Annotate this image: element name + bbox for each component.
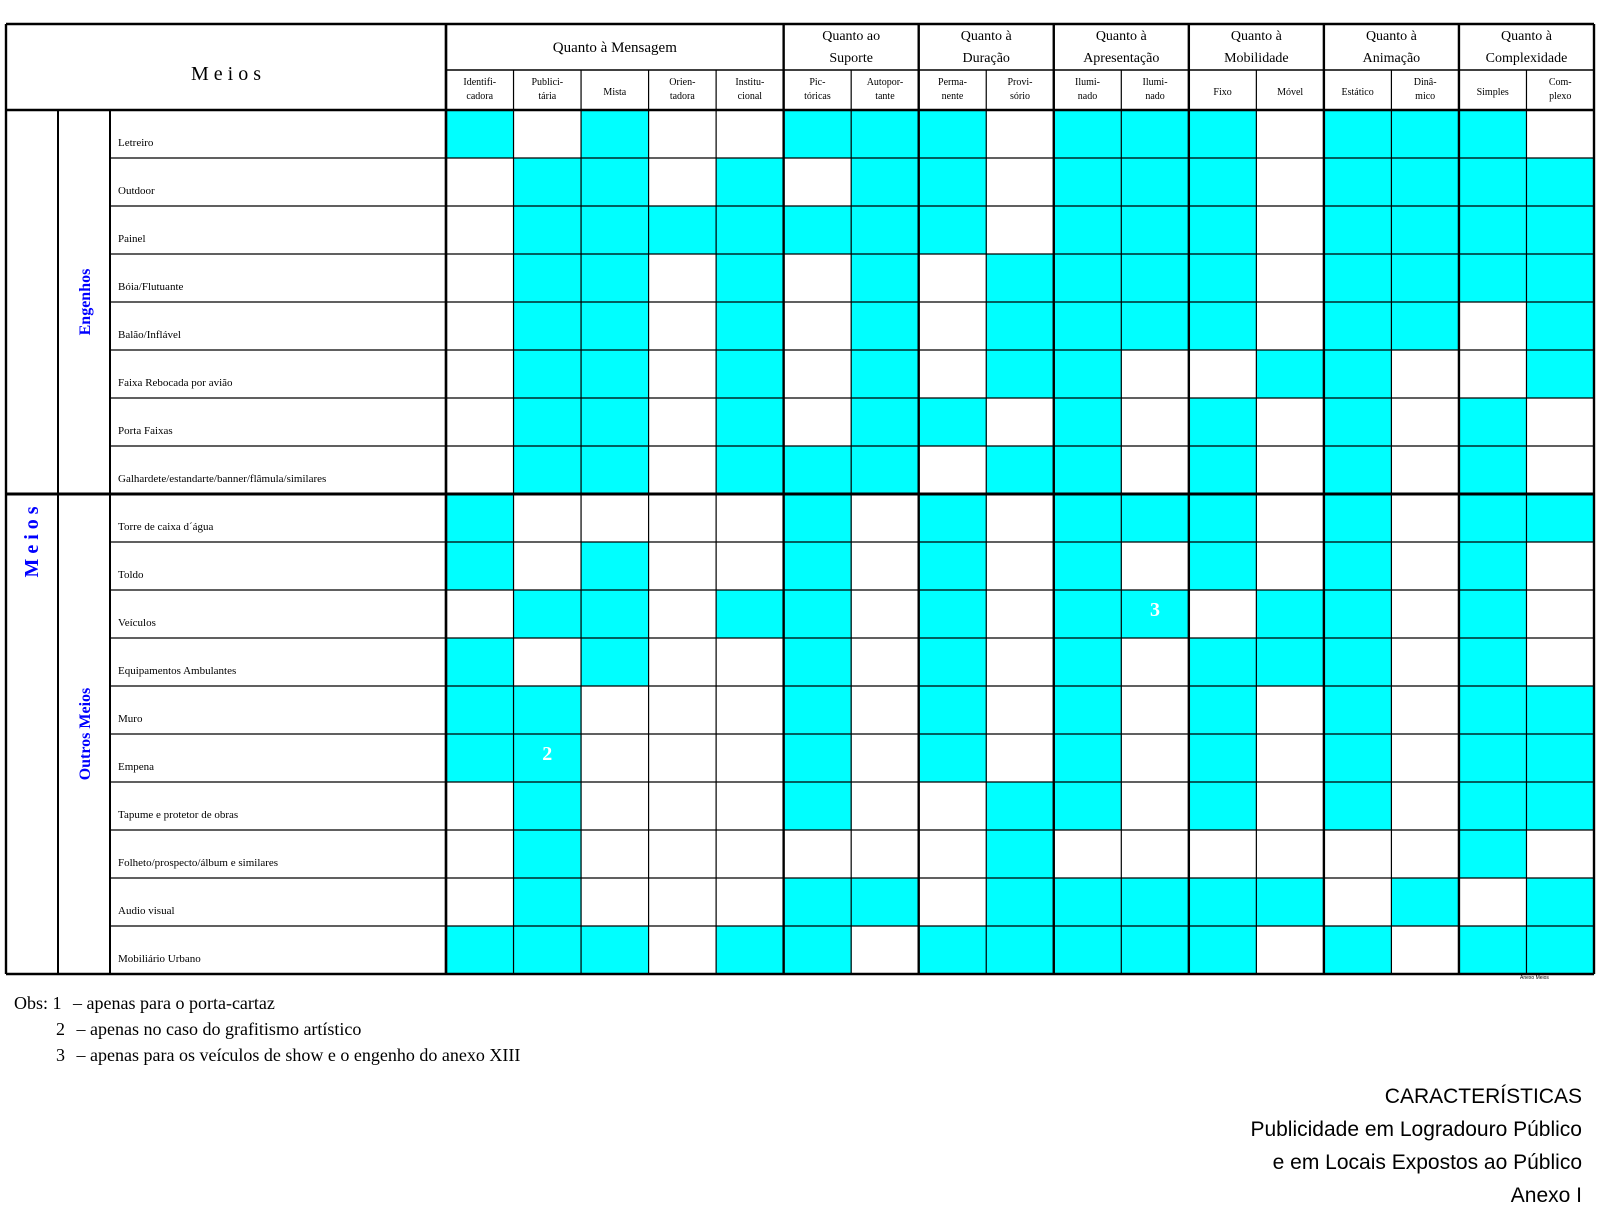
matrix-cell-filled bbox=[1054, 254, 1122, 303]
matrix-cell-filled bbox=[851, 350, 919, 399]
matrix-cell-filled bbox=[919, 110, 987, 159]
matrix-cell-filled bbox=[1459, 398, 1527, 447]
matrix-cell-filled bbox=[1324, 782, 1392, 831]
matrix-cell-filled bbox=[784, 782, 852, 831]
matrix-cell-filled bbox=[1391, 158, 1459, 207]
column-header: Dinâ-mico bbox=[1413, 77, 1437, 102]
footnote-marker: 1 bbox=[609, 695, 620, 717]
matrix-cell-filled bbox=[1189, 782, 1257, 831]
matrix-cell-filled bbox=[1189, 158, 1257, 207]
matrix-cell-filled bbox=[1054, 878, 1122, 927]
matrix-cell-filled bbox=[514, 158, 582, 207]
caption-line-2: Publicidade em Logradouro Público bbox=[1250, 1118, 1582, 1141]
matrix-cell-filled bbox=[784, 542, 852, 591]
matrix-cell-filled bbox=[1391, 206, 1459, 255]
column-header: Móvel bbox=[1277, 87, 1304, 98]
matrix-cell-filled bbox=[514, 830, 582, 879]
matrix-cell-filled bbox=[1256, 878, 1324, 927]
matrix-cell-filled bbox=[1324, 398, 1392, 447]
column-header: Publici-tária bbox=[531, 77, 564, 102]
footnote-3-number: 3 bbox=[56, 1045, 65, 1065]
matrix-cell-filled bbox=[514, 206, 582, 255]
column-header: Fixo bbox=[1213, 87, 1232, 98]
matrix-cell-filled bbox=[851, 878, 919, 927]
row-label: Tapume e protetor de obras bbox=[118, 809, 239, 821]
corner-label: M e i o s bbox=[191, 63, 261, 85]
matrix-cell-filled bbox=[1324, 686, 1392, 735]
matrix-cell-filled bbox=[1324, 542, 1392, 591]
group-label: Engenhos bbox=[77, 268, 94, 336]
column-header: Simples bbox=[1476, 87, 1509, 98]
matrix-cell-filled bbox=[581, 638, 649, 687]
row-label: Outdoor bbox=[118, 185, 155, 197]
matrix-cell-filled bbox=[446, 686, 514, 735]
matrix-cell-filled bbox=[514, 302, 582, 351]
matrix-cell-filled bbox=[1324, 206, 1392, 255]
column-header: Provi-sório bbox=[1007, 77, 1033, 102]
matrix-cell-filled bbox=[1256, 638, 1324, 687]
matrix-cell-filled bbox=[581, 350, 649, 399]
matrix-cell-filled bbox=[784, 446, 852, 495]
matrix-cell-filled bbox=[919, 734, 987, 783]
matrix-cell-filled bbox=[784, 206, 852, 255]
matrix-cell-filled bbox=[514, 782, 582, 831]
matrix-cell-filled bbox=[851, 206, 919, 255]
matrix-cell-filled bbox=[851, 398, 919, 447]
matrix-cell-filled bbox=[919, 158, 987, 207]
category-header: Quanto à Apresentação bbox=[1083, 29, 1160, 66]
matrix-cell-filled bbox=[1121, 926, 1189, 975]
matrix-cell-filled bbox=[514, 350, 582, 399]
matrix-cell-filled bbox=[784, 494, 852, 543]
matrix-cell-filled bbox=[1054, 638, 1122, 687]
column-header: Orien-tadora bbox=[669, 77, 696, 102]
matrix-cell-filled bbox=[851, 446, 919, 495]
matrix-cell-filled bbox=[986, 782, 1054, 831]
matrix-cell-filled bbox=[716, 590, 784, 639]
footnote-marker: 2 bbox=[542, 743, 553, 765]
matrix-cell-filled bbox=[1324, 110, 1392, 159]
matrix-cell-filled bbox=[784, 638, 852, 687]
group-label: Outros Meios bbox=[77, 687, 94, 781]
matrix-cell-filled bbox=[1189, 926, 1257, 975]
column-header: Perma-nente bbox=[938, 77, 967, 102]
matrix-cell-filled bbox=[1391, 302, 1459, 351]
row-label: Veículos bbox=[118, 617, 156, 629]
matrix-cell-filled bbox=[1054, 350, 1122, 399]
matrix-cell-filled bbox=[1121, 158, 1189, 207]
matrix-cell-filled bbox=[1526, 686, 1594, 735]
matrix-cell-filled bbox=[581, 542, 649, 591]
matrix-cell-filled bbox=[1189, 206, 1257, 255]
matrix-cell-filled bbox=[851, 110, 919, 159]
matrix-cell-filled bbox=[1391, 878, 1459, 927]
matrix-cell-filled bbox=[716, 158, 784, 207]
row-label: Porta Faixas bbox=[118, 425, 173, 437]
matrix-cell-filled bbox=[716, 254, 784, 303]
matrix-cell-filled bbox=[1459, 254, 1527, 303]
matrix-cell-filled bbox=[1526, 206, 1594, 255]
matrix-cell-filled bbox=[1189, 398, 1257, 447]
caption-title: CARACTERÍSTICAS bbox=[1384, 1085, 1582, 1108]
column-header: Identifi-cadora bbox=[463, 77, 497, 102]
matrix-cell-filled bbox=[784, 878, 852, 927]
matrix-cell-filled bbox=[851, 158, 919, 207]
matrix-cell-filled bbox=[446, 734, 514, 783]
row-label: Balão/Inflável bbox=[118, 329, 181, 341]
footnote-3-text: – apenas para os veículos de show e o engenho do anexo XIII bbox=[76, 1045, 521, 1065]
matrix-cell-filled bbox=[716, 206, 784, 255]
credit-label: Anexo Meios bbox=[1520, 975, 1549, 981]
matrix-cell-filled bbox=[1324, 590, 1392, 639]
footnote-2 bbox=[14, 1016, 774, 1042]
matrix-cell-filled bbox=[1459, 782, 1527, 831]
footnotes bbox=[14, 990, 774, 1068]
matrix-cell-filled bbox=[1121, 878, 1189, 927]
column-header: Estático bbox=[1341, 87, 1374, 98]
category-header: Quanto à Animação bbox=[1362, 29, 1421, 66]
matrix-cell-filled bbox=[919, 926, 987, 975]
matrix-cell-filled bbox=[1189, 686, 1257, 735]
matrix-cell-filled bbox=[784, 590, 852, 639]
side-label: M e i o s bbox=[21, 506, 43, 578]
matrix-cell-filled bbox=[446, 926, 514, 975]
category-header: Quanto à Mensagem bbox=[552, 40, 677, 56]
matrix-cell-filled bbox=[1526, 254, 1594, 303]
matrix-cell-filled bbox=[919, 638, 987, 687]
matrix-cell-filled bbox=[1054, 494, 1122, 543]
footnote-3 bbox=[14, 1042, 774, 1068]
matrix-cell-filled bbox=[1054, 926, 1122, 975]
matrix-cell-filled bbox=[1459, 926, 1527, 975]
row-label: Folheto/prospecto/álbum e similares bbox=[118, 857, 279, 869]
matrix-cell-filled bbox=[1189, 638, 1257, 687]
matrix-cell-filled bbox=[1189, 878, 1257, 927]
matrix-cell-filled bbox=[986, 926, 1054, 975]
matrix-cell-filled bbox=[1121, 254, 1189, 303]
matrix-cell-filled bbox=[581, 446, 649, 495]
matrix-cell-filled bbox=[581, 926, 649, 975]
matrix-cell-filled bbox=[514, 398, 582, 447]
matrix-cell-filled bbox=[986, 302, 1054, 351]
matrix-cell-filled bbox=[1324, 734, 1392, 783]
matrix-cell-filled bbox=[1459, 110, 1527, 159]
matrix-cell-filled bbox=[1391, 254, 1459, 303]
matrix-cell-filled bbox=[1526, 878, 1594, 927]
matrix-cell-filled bbox=[1324, 254, 1392, 303]
category-header: Quanto à Mobilidade bbox=[1224, 29, 1289, 66]
category-header: Quanto à Complexidade bbox=[1485, 29, 1568, 66]
matrix-cell-filled bbox=[851, 302, 919, 351]
footnote-2-number: 2 bbox=[56, 1019, 65, 1039]
matrix-cell-filled bbox=[919, 686, 987, 735]
matrix-cell-filled bbox=[716, 398, 784, 447]
matrix-cell-filled bbox=[1121, 302, 1189, 351]
matrix-cell-filled bbox=[1189, 110, 1257, 159]
matrix-cell-filled bbox=[1189, 734, 1257, 783]
matrix-cell-filled bbox=[784, 110, 852, 159]
matrix-cell-filled bbox=[1526, 302, 1594, 351]
matrix-cell-filled bbox=[514, 878, 582, 927]
matrix-cell-filled bbox=[784, 926, 852, 975]
column-header: Pic-tóricas bbox=[804, 77, 831, 102]
column-header: Ilumi-nado bbox=[1075, 77, 1101, 102]
matrix-cell-filled bbox=[1054, 542, 1122, 591]
matrix-cell-filled bbox=[1526, 350, 1594, 399]
document-caption bbox=[1250, 1080, 1582, 1212]
column-header: Autopor-tante bbox=[866, 77, 904, 102]
matrix-cell-filled bbox=[1526, 926, 1594, 975]
matrix-cell-filled bbox=[919, 542, 987, 591]
column-header: Institu-cional bbox=[735, 77, 765, 102]
column-header: Com-plexo bbox=[1548, 77, 1572, 102]
matrix-cell-filled bbox=[1256, 350, 1324, 399]
matrix-cell-filled bbox=[1189, 446, 1257, 495]
matrix-cell-filled bbox=[1459, 638, 1527, 687]
matrix-cell-filled bbox=[581, 302, 649, 351]
matrix-cell-filled bbox=[581, 590, 649, 639]
matrix-cell-filled bbox=[1459, 158, 1527, 207]
matrix-cell-filled bbox=[581, 206, 649, 255]
matrix-cell-filled bbox=[446, 638, 514, 687]
matrix-cell-filled bbox=[1054, 110, 1122, 159]
row-label: Bóia/Flutuante bbox=[118, 281, 184, 293]
row-label: Mobiliário Urbano bbox=[118, 953, 201, 965]
matrix-cell-filled bbox=[1459, 590, 1527, 639]
caption-line-4: Anexo I bbox=[1510, 1184, 1582, 1207]
matrix-cell-filled bbox=[1324, 302, 1392, 351]
row-label: Painel bbox=[118, 233, 146, 245]
matrix-cell-filled bbox=[514, 254, 582, 303]
matrix-cell-filled bbox=[919, 590, 987, 639]
footnote-prefix: Obs: bbox=[14, 993, 49, 1013]
footnote-1 bbox=[14, 990, 774, 1016]
matrix-cell-filled bbox=[514, 590, 582, 639]
matrix-cell-filled bbox=[716, 350, 784, 399]
matrix-cell-filled bbox=[919, 206, 987, 255]
matrix-cell-filled bbox=[1121, 206, 1189, 255]
matrix-cell-filled bbox=[1189, 254, 1257, 303]
footnote-marker: 1 bbox=[744, 695, 755, 717]
footnote-2-text: – apenas no caso do grafitismo artístico bbox=[76, 1019, 362, 1039]
matrix-cell-filled bbox=[1459, 830, 1527, 879]
matrix-cell-filled bbox=[581, 254, 649, 303]
matrix-cell-filled bbox=[784, 734, 852, 783]
matrix-cell-filled bbox=[1256, 590, 1324, 639]
matrix-cell-filled bbox=[1054, 686, 1122, 735]
category-header: Quanto ao Suporte bbox=[822, 29, 881, 66]
matrix-cell-filled bbox=[581, 158, 649, 207]
row-label: Audio visual bbox=[118, 905, 175, 917]
column-header: Ilumi-nado bbox=[1142, 77, 1168, 102]
matrix-cell-filled bbox=[446, 110, 514, 159]
caption-line-3: e em Locais Expostos ao Público bbox=[1272, 1151, 1582, 1174]
category-header: Quanto à Duração bbox=[960, 29, 1012, 66]
matrix-cell-filled bbox=[1459, 542, 1527, 591]
matrix-cell-filled bbox=[514, 926, 582, 975]
matrix-cell-filled bbox=[1324, 446, 1392, 495]
matrix-cell-filled bbox=[1121, 110, 1189, 159]
matrix-cell-filled bbox=[1459, 446, 1527, 495]
matrix-cell-filled bbox=[1054, 398, 1122, 447]
matrix-cell-filled bbox=[1054, 782, 1122, 831]
matrix-cell-filled bbox=[716, 302, 784, 351]
matrix-cell-filled bbox=[716, 446, 784, 495]
row-label: Muro bbox=[118, 713, 143, 725]
matrix-cell-filled bbox=[649, 206, 717, 255]
row-label: Equipamentos Ambulantes bbox=[118, 665, 237, 677]
column-header: Mista bbox=[603, 87, 627, 98]
matrix-cell-filled bbox=[1189, 542, 1257, 591]
matrix-cell-filled bbox=[1324, 494, 1392, 543]
matrix-cell-filled bbox=[1526, 494, 1594, 543]
matrix-cell-filled bbox=[1526, 158, 1594, 207]
matrix-cell-filled bbox=[1324, 926, 1392, 975]
matrix-cell-filled bbox=[1526, 782, 1594, 831]
matrix-cell-filled bbox=[514, 446, 582, 495]
matrix-cell-filled bbox=[446, 494, 514, 543]
matrix-cell-filled bbox=[1459, 494, 1527, 543]
matrix-cell-filled bbox=[1189, 302, 1257, 351]
matrix-cell-filled bbox=[986, 350, 1054, 399]
matrix-cell-filled bbox=[1324, 638, 1392, 687]
matrix-cell-filled bbox=[1054, 302, 1122, 351]
matrix-cell-filled bbox=[986, 830, 1054, 879]
matrix-cell-filled bbox=[1526, 734, 1594, 783]
matrix-cell-filled bbox=[1054, 206, 1122, 255]
matrix-cell-filled bbox=[446, 542, 514, 591]
matrix-cell-filled bbox=[986, 878, 1054, 927]
footnote-1-text: – apenas para o porta-cartaz bbox=[73, 993, 275, 1013]
matrix-cell-filled bbox=[581, 110, 649, 159]
matrix-cell-filled bbox=[716, 926, 784, 975]
matrix-cell-filled bbox=[1054, 590, 1122, 639]
matrix-cell-filled bbox=[1121, 494, 1189, 543]
matrix-cell-filled bbox=[919, 398, 987, 447]
matrix-cell-filled bbox=[514, 686, 582, 735]
matrix-cell-filled bbox=[1189, 494, 1257, 543]
matrix-cell-filled bbox=[1324, 350, 1392, 399]
matrix-cell-filled bbox=[1459, 206, 1527, 255]
row-label: Empena bbox=[118, 761, 155, 773]
footnote-marker: 3 bbox=[1150, 599, 1161, 621]
row-label: Torre de caixa d´água bbox=[118, 521, 214, 533]
matrix-cell-filled bbox=[1054, 446, 1122, 495]
row-label: Toldo bbox=[118, 569, 144, 581]
matrix-cell-filled bbox=[1324, 158, 1392, 207]
footnote-1-number: 1 bbox=[52, 993, 62, 1013]
matrix-cell-filled bbox=[1459, 686, 1527, 735]
matrix-cell-filled bbox=[1054, 734, 1122, 783]
matrix-cell-filled bbox=[851, 254, 919, 303]
matrix-cell-filled bbox=[986, 446, 1054, 495]
row-label: Letreiro bbox=[118, 137, 154, 149]
matrix-cell-filled bbox=[1391, 110, 1459, 159]
row-label: Galhardete/estandarte/banner/flâmula/similares bbox=[118, 473, 327, 485]
matrix-cell-filled bbox=[986, 254, 1054, 303]
matrix-cell-filled bbox=[1054, 158, 1122, 207]
matrix-cell-filled bbox=[919, 494, 987, 543]
row-label: Faixa Rebocada por avião bbox=[118, 377, 233, 389]
matrix-cell-filled bbox=[1459, 734, 1527, 783]
matrix-cell-filled bbox=[581, 398, 649, 447]
matrix-cell-filled bbox=[784, 686, 852, 735]
